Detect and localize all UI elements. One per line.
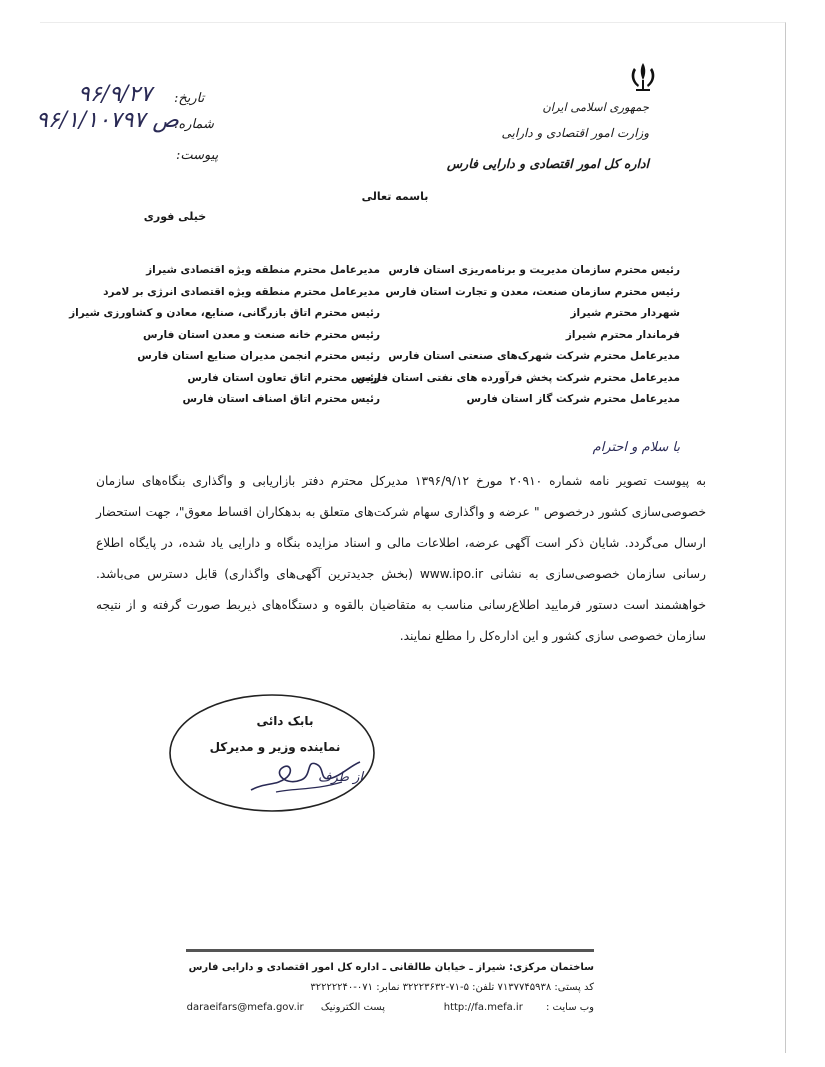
header-ministry: وزارت امور اقتصادی و دارایی xyxy=(501,126,649,140)
recipient-line: مدیرعامل محترم شرکت پخش فرآورده های نفتی استان فارس xyxy=(356,371,680,384)
on-behalf-note: از طرف xyxy=(318,770,364,785)
body-paragraph: به پیوست تصویر نامه شماره ۲۰۹۱۰ مورخ ۱۳۹۶/۹/۱۲ مدیرکل محترم دفتر بازاریابی و واگذاری بنگاه‌های سازمان خصوصی‌سازی کشور درخصوص " عرضه و واگذاری سهام شرکت‌های متعلق به بدهکاران اقساط معوق"، جهت استحضار ارسال می‌گردد. شایان ذکر است آگهی عرضه، اطلاعات مالی و اسناد مزایده بنگاه و دارایی یاد شده، در پایگاه اطلاع رسانی سازمان خصوصی‌سازی به نشانی www.ipo.ir (بخش جدیدترین آگهی‌های واگذاری) قابل دسترس می‌باشد. خواهشمند است دستور فرمایید اطلاع‌رسانی مناسب به متقاضیان بالقوه و دستگاه‌های ذیربط صورت گرفته و از نتیجه سازمان خصوصی سازی کشور و این اداره‌کل را مطلع نمایند. xyxy=(96,474,707,643)
recipient-line: مدیرعامل محترم شرکت گاز استان فارس xyxy=(466,393,680,405)
signer-name: بابک دائی xyxy=(256,714,314,728)
recipient-line: شهردار محترم شیراز xyxy=(570,307,680,319)
footer-address: ساختمان مرکزی: شیراز ـ خیابان طالقانی ـ اداره کل امور اقتصادی و دارایی فارس xyxy=(188,962,594,973)
footer-divider xyxy=(186,949,594,952)
recipient-line: رئیس محترم انجمن مدیران صنایع استان فارس xyxy=(137,350,380,362)
date-value: ۹۶/۹/۲۷ xyxy=(78,82,152,107)
recipient-line: رئیس محترم سازمان صنعت، معدن و تجارت استان فارس xyxy=(385,285,680,298)
recipient-line: مدیرعامل محترم شرکت شهرک‌های صنعتی استان فارس xyxy=(388,350,680,362)
email-label: پست الکترونیک xyxy=(320,1002,385,1013)
recipient-line: رئیس محترم اتاق تعاون استان فارس xyxy=(187,371,380,384)
letter-body xyxy=(96,466,706,652)
recipient-line: رئیس محترم خانه صنعت و معدن استان فارس xyxy=(142,328,380,341)
header-office: اداره کل امور اقتصادی و دارایی فارس xyxy=(446,156,649,171)
number-value: ص ۹۶/۱/۱۰۷۹۷ xyxy=(36,108,179,133)
iran-emblem-icon xyxy=(624,60,662,94)
footer-contact: کد پستی: ۷۱۳۷۷۴۵۹۳۸ تلفن: ۵-۷۱-۳۲۲۲۳۶۳۲ نمابر: ۰۷۱-۳۲۲۲۲۲۴۰ xyxy=(310,982,594,993)
attachment-label: پیوست: xyxy=(176,148,219,163)
signer-title: نماینده وزیر و مدیرکل xyxy=(209,740,341,754)
salutation: با سلام و احترام xyxy=(592,440,680,455)
footer-email xyxy=(187,1002,385,1013)
recipient-line: مدیرعامل محترم منطقه ویژه اقتصادی شیراز xyxy=(146,264,380,276)
number-label: شماره: xyxy=(174,117,214,132)
recipient-line: رئیس محترم سازمان مدیریت و برنامه‌ریزی استان فارس xyxy=(388,264,680,276)
date-label: تاریخ: xyxy=(174,91,205,106)
footer-website xyxy=(444,1002,594,1013)
recipient-line: رئیس محترم اتاق بازرگانی، صنایع، معادن و کشاورزی شیراز xyxy=(69,307,380,319)
priority-label: خیلی فوری xyxy=(143,210,207,223)
handwritten-signature xyxy=(246,752,366,800)
recipient-line: مدیرعامل محترم منطقه ویژه اقتصادی انرژی بر لامرد xyxy=(103,285,380,298)
header-country: جمهوری اسلامی ایران xyxy=(542,100,649,114)
recipients-right xyxy=(356,260,680,411)
recipient-line: رئیس محترم اتاق اصناف استان فارس xyxy=(182,393,380,405)
website-link[interactable]: http://fa.mefa.ir xyxy=(443,1002,523,1013)
recipient-line: فرماندار محترم شیراز xyxy=(565,328,680,341)
invocation: باسمه تعالی xyxy=(361,190,429,203)
email-link[interactable]: daraeifars@mefa.gov.ir xyxy=(186,1002,304,1013)
recipients-left xyxy=(69,260,380,411)
website-label: وب سایت : xyxy=(546,1002,594,1013)
